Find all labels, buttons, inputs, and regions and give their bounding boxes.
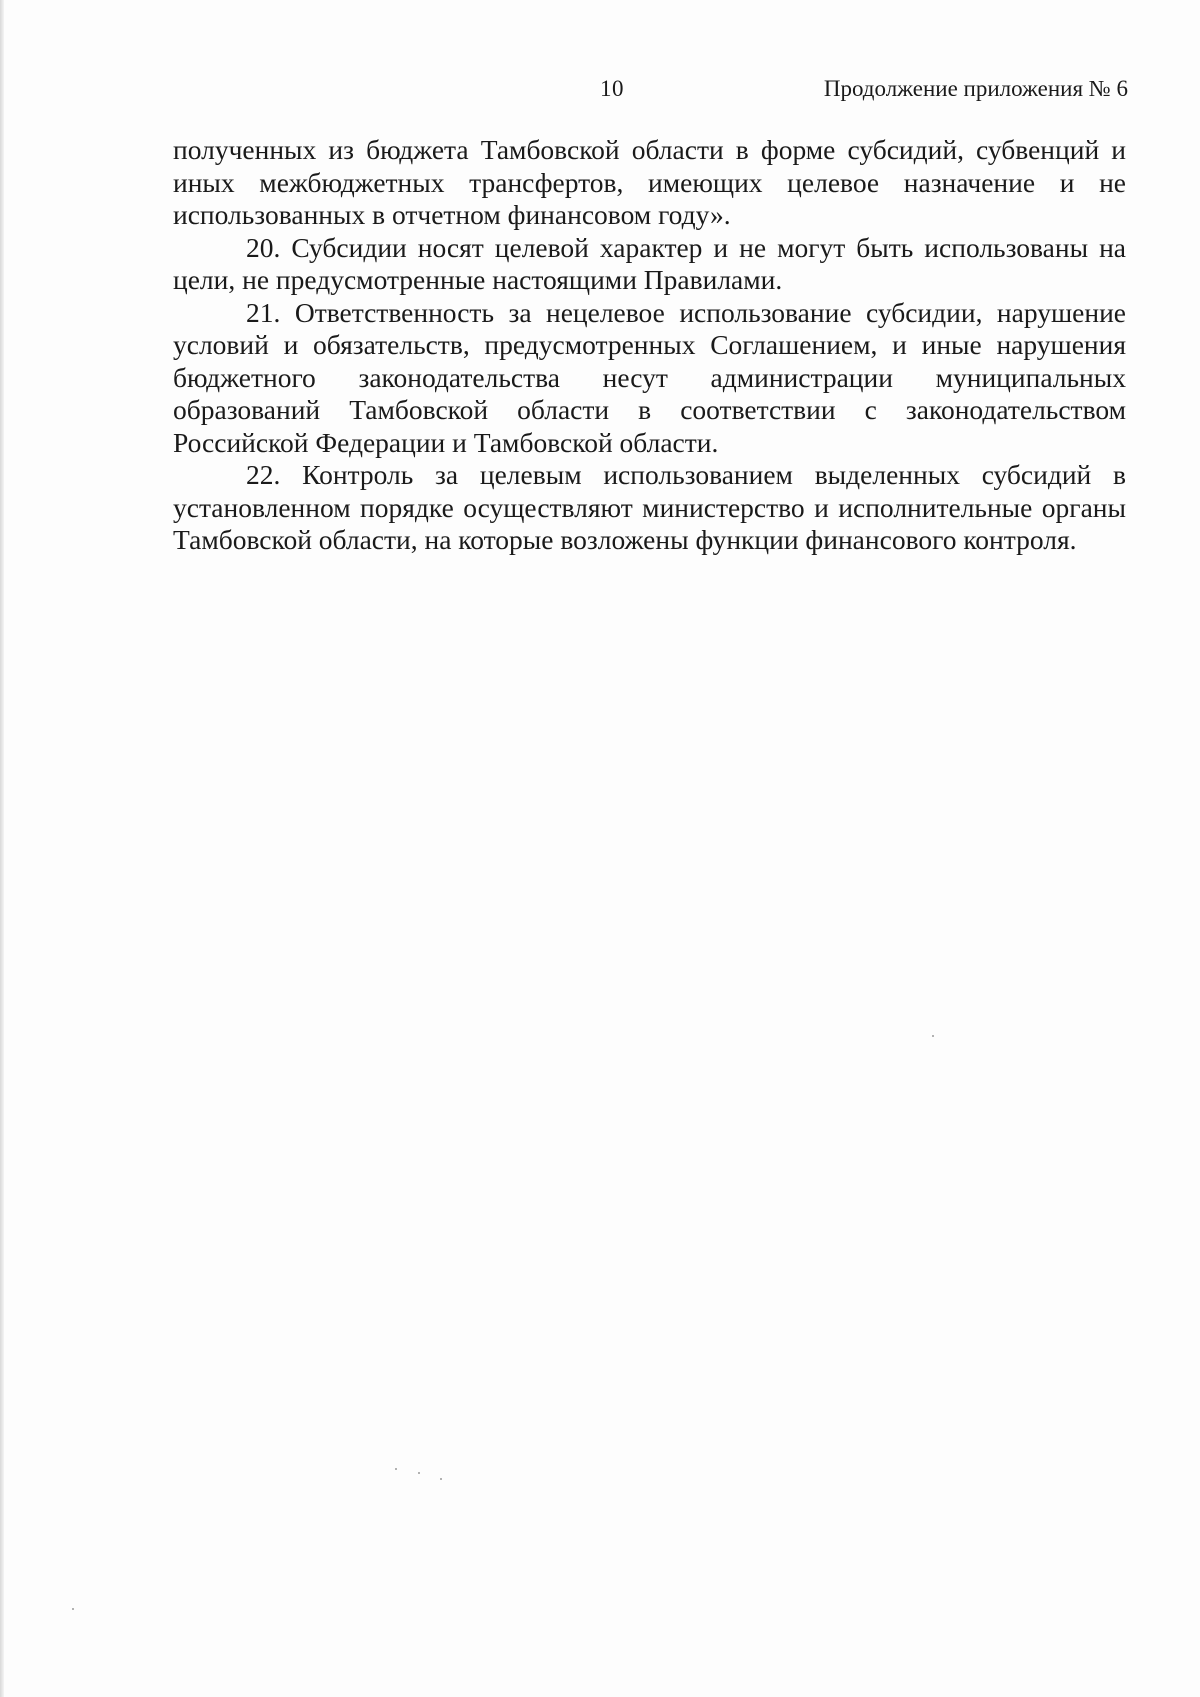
scan-edge-shadow — [0, 0, 4, 1697]
scan-speck — [72, 1608, 74, 1610]
running-title: Продолжение приложения № 6 — [823, 76, 1128, 101]
paragraph-item-20: 20. Субсидии носят целевой характер и не могут быть использованы на цели, не предусмотренные настоящими Правилами. — [173, 231, 1126, 295]
scan-speck — [418, 1472, 420, 1474]
paragraph-item-22: 22. Контроль за целевым использованием выделенных субсидий в установленном порядке осуществляют министерство и исполнительные органы Тамбовской области, на которые возложены функции финансового контроля. — [173, 459, 1126, 555]
paragraph-item-21: 21. Ответственность за нецелевое использование субсидии, нарушение условий и обязательств, предусмотренных Соглашением, и иные нарушения бюджетного законодательства несут администрации муниципальных образований Тамбовской области в соответствии с законодательством Российской Федерации и Тамбовской области. — [173, 296, 1126, 458]
scan-speck — [440, 1478, 442, 1480]
scan-speck — [395, 1468, 397, 1470]
scan-speck — [932, 1035, 934, 1037]
page-number: 10 — [600, 76, 624, 101]
document-body — [173, 134, 1126, 557]
paragraph-continuation: полученных из бюджета Тамбовской области в форме субсидий, субвенций и иных межбюджетных трансфертов, имеющих целевое назначение и не использованных в отчетном финансовом году». — [173, 134, 1126, 230]
